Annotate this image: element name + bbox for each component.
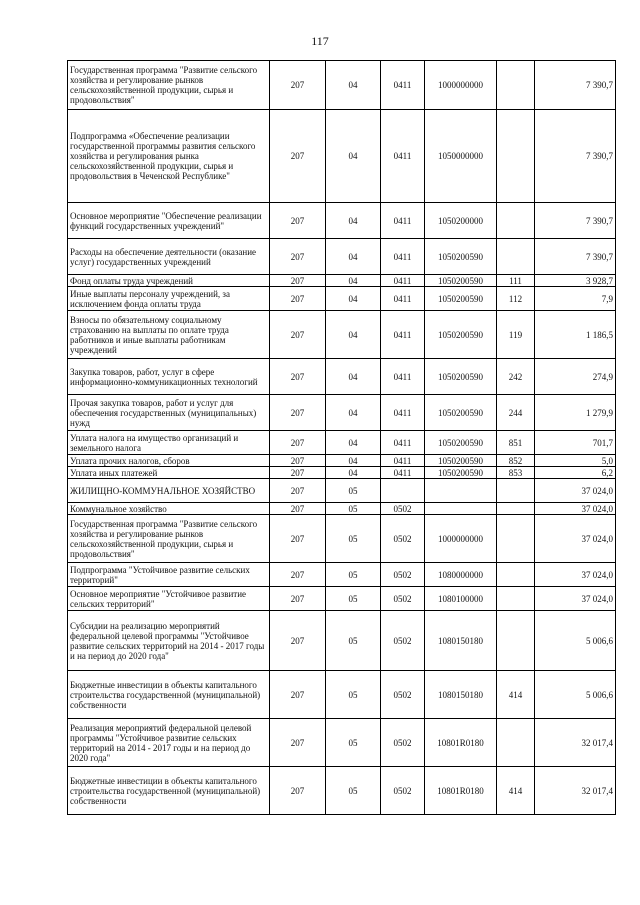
row-name-cell: ЖИЛИЩНО-КОММУНАЛЬНОЕ ХОЗЯЙСТВО bbox=[68, 479, 270, 503]
expense-type-cell: 414 bbox=[497, 671, 535, 719]
section-code-cell: 04 bbox=[326, 287, 381, 311]
table-row bbox=[68, 395, 616, 431]
row-name-cell: Фонд оплаты труда учреждений bbox=[68, 275, 270, 287]
row-name-cell: Подпрограмма «Обеспечение реализации государственной программы развития сельского хозяйства и регулирования рынка сельскохозяйственной продукции, сырья и продовольствия в Чеченской Республике" bbox=[68, 110, 270, 203]
row-name-cell: Реализация мероприятий федеральной целевой программы "Устойчивое развитие сельских территорий на 2014 - 2017 годы и на период до 2020 года" bbox=[68, 719, 270, 767]
ministry-code-cell: 207 bbox=[270, 719, 326, 767]
subsection-code-cell: 0411 bbox=[381, 275, 425, 287]
ministry-code-cell: 207 bbox=[270, 203, 326, 239]
subsection-code-cell: 0411 bbox=[381, 287, 425, 311]
subsection-code-cell: 0411 bbox=[381, 395, 425, 431]
amount-cell: 701,7 bbox=[535, 431, 616, 455]
section-code-cell: 04 bbox=[326, 311, 381, 359]
row-name-cell: Коммунальное хозяйство bbox=[68, 503, 270, 515]
row-name-cell: Расходы на обеспечение деятельности (оказание услуг) государственных учреждений bbox=[68, 239, 270, 275]
subsection-code-cell: 0502 bbox=[381, 503, 425, 515]
amount-cell: 7 390,7 bbox=[535, 203, 616, 239]
table-row bbox=[68, 611, 616, 671]
ministry-code-cell: 207 bbox=[270, 287, 326, 311]
row-name-cell: Прочая закупка товаров, работ и услуг для обеспечения государственных (муниципальных) нужд bbox=[68, 395, 270, 431]
ministry-code-cell: 207 bbox=[270, 587, 326, 611]
section-code-cell: 04 bbox=[326, 467, 381, 479]
ministry-code-cell: 207 bbox=[270, 503, 326, 515]
subsection-code-cell: 0411 bbox=[381, 455, 425, 467]
target-article-cell: 1050200000 bbox=[425, 203, 497, 239]
amount-cell: 5,0 bbox=[535, 455, 616, 467]
row-name-cell: Государственная программа "Развитие сельского хозяйства и регулирование рынков сельскохозяйственной продукции, сырья и продовольствия" bbox=[68, 61, 270, 110]
expense-type-cell: 119 bbox=[497, 311, 535, 359]
subsection-code-cell: 0502 bbox=[381, 587, 425, 611]
ministry-code-cell: 207 bbox=[270, 61, 326, 110]
table-row bbox=[68, 275, 616, 287]
amount-cell: 7 390,7 bbox=[535, 110, 616, 203]
expense-type-cell bbox=[497, 203, 535, 239]
ministry-code-cell: 207 bbox=[270, 311, 326, 359]
subsection-code-cell: 0502 bbox=[381, 671, 425, 719]
table-row bbox=[68, 719, 616, 767]
target-article-cell: 1050200590 bbox=[425, 311, 497, 359]
amount-cell: 37 024,0 bbox=[535, 515, 616, 563]
amount-cell: 7,9 bbox=[535, 287, 616, 311]
table-row bbox=[68, 431, 616, 455]
section-code-cell: 04 bbox=[326, 275, 381, 287]
expense-type-cell: 852 bbox=[497, 455, 535, 467]
subsection-code-cell bbox=[381, 479, 425, 503]
subsection-code-cell: 0411 bbox=[381, 359, 425, 395]
subsection-code-cell: 0502 bbox=[381, 767, 425, 815]
ministry-code-cell: 207 bbox=[270, 359, 326, 395]
target-article-cell bbox=[425, 503, 497, 515]
target-article-cell: 1050200590 bbox=[425, 395, 497, 431]
expense-type-cell bbox=[497, 587, 535, 611]
expense-type-cell: 244 bbox=[497, 395, 535, 431]
subsection-code-cell: 0411 bbox=[381, 467, 425, 479]
target-article-cell: 1080150180 bbox=[425, 671, 497, 719]
amount-cell: 7 390,7 bbox=[535, 61, 616, 110]
ministry-code-cell: 207 bbox=[270, 110, 326, 203]
row-name-cell: Бюджетные инвестиции в объекты капитального строительства государственной (муниципальной) собственности bbox=[68, 671, 270, 719]
subsection-code-cell: 0502 bbox=[381, 719, 425, 767]
section-code-cell: 05 bbox=[326, 479, 381, 503]
row-name-cell: Субсидии на реализацию мероприятий федеральной целевой программы "Устойчивое развитие сельских территорий на 2014 - 2017 годы и на период до 2020 года" bbox=[68, 611, 270, 671]
expense-type-cell bbox=[497, 479, 535, 503]
subsection-code-cell: 0411 bbox=[381, 239, 425, 275]
target-article-cell: 1000000000 bbox=[425, 61, 497, 110]
ministry-code-cell: 207 bbox=[270, 611, 326, 671]
expense-type-cell bbox=[497, 110, 535, 203]
ministry-code-cell: 207 bbox=[270, 467, 326, 479]
amount-cell: 37 024,0 bbox=[535, 503, 616, 515]
section-code-cell: 04 bbox=[326, 239, 381, 275]
table-row bbox=[68, 61, 616, 110]
amount-cell: 3 928,7 bbox=[535, 275, 616, 287]
target-article-cell bbox=[425, 479, 497, 503]
table-row bbox=[68, 239, 616, 275]
table-row bbox=[68, 671, 616, 719]
expense-type-cell bbox=[497, 611, 535, 671]
table-row bbox=[68, 203, 616, 239]
target-article-cell: 1050000000 bbox=[425, 110, 497, 203]
section-code-cell: 05 bbox=[326, 515, 381, 563]
budget-table bbox=[67, 60, 616, 815]
target-article-cell: 1050200590 bbox=[425, 239, 497, 275]
target-article-cell: 1050200590 bbox=[425, 431, 497, 455]
expense-type-cell: 414 bbox=[497, 767, 535, 815]
table-row bbox=[68, 563, 616, 587]
ministry-code-cell: 207 bbox=[270, 395, 326, 431]
ministry-code-cell: 207 bbox=[270, 563, 326, 587]
target-article-cell: 1080000000 bbox=[425, 563, 497, 587]
table-row bbox=[68, 455, 616, 467]
ministry-code-cell: 207 bbox=[270, 671, 326, 719]
amount-cell: 5 006,6 bbox=[535, 671, 616, 719]
subsection-code-cell: 0411 bbox=[381, 110, 425, 203]
section-code-cell: 05 bbox=[326, 587, 381, 611]
expense-type-cell: 853 bbox=[497, 467, 535, 479]
expense-type-cell bbox=[497, 239, 535, 275]
target-article-cell: 1050200590 bbox=[425, 287, 497, 311]
section-code-cell: 05 bbox=[326, 611, 381, 671]
subsection-code-cell: 0411 bbox=[381, 203, 425, 239]
amount-cell: 6,2 bbox=[535, 467, 616, 479]
row-name-cell: Уплата налога на имущество организаций и земельного налога bbox=[68, 431, 270, 455]
row-name-cell: Основное мероприятие "Обеспечение реализации функций государственных учреждений" bbox=[68, 203, 270, 239]
section-code-cell: 04 bbox=[326, 359, 381, 395]
section-code-cell: 05 bbox=[326, 671, 381, 719]
expense-type-cell bbox=[497, 563, 535, 587]
subsection-code-cell: 0411 bbox=[381, 61, 425, 110]
target-article-cell: 10801R0180 bbox=[425, 767, 497, 815]
ministry-code-cell: 207 bbox=[270, 515, 326, 563]
ministry-code-cell: 207 bbox=[270, 239, 326, 275]
ministry-code-cell: 207 bbox=[270, 479, 326, 503]
section-code-cell: 05 bbox=[326, 719, 381, 767]
ministry-code-cell: 207 bbox=[270, 767, 326, 815]
section-code-cell: 04 bbox=[326, 110, 381, 203]
amount-cell: 274,9 bbox=[535, 359, 616, 395]
ministry-code-cell: 207 bbox=[270, 455, 326, 467]
section-code-cell: 04 bbox=[326, 455, 381, 467]
row-name-cell: Подпрограмма "Устойчивое развитие сельских территорий" bbox=[68, 563, 270, 587]
section-code-cell: 04 bbox=[326, 431, 381, 455]
table-row bbox=[68, 587, 616, 611]
expense-type-cell bbox=[497, 515, 535, 563]
subsection-code-cell: 0411 bbox=[381, 431, 425, 455]
amount-cell: 5 006,6 bbox=[535, 611, 616, 671]
table-row bbox=[68, 479, 616, 503]
table-row bbox=[68, 503, 616, 515]
table-row bbox=[68, 515, 616, 563]
table-row bbox=[68, 767, 616, 815]
row-name-cell: Государственная программа "Развитие сельского хозяйства и регулирование рынков сельскохозяйственной продукции, сырья и продовольствия" bbox=[68, 515, 270, 563]
target-article-cell: 1050200590 bbox=[425, 455, 497, 467]
row-name-cell: Взносы по обязательному социальному страхованию на выплаты по оплате труда работников и иные выплаты работникам учреждений bbox=[68, 311, 270, 359]
table-row bbox=[68, 110, 616, 203]
row-name-cell: Закупка товаров, работ, услуг в сфере информационно-коммуникационных технологий bbox=[68, 359, 270, 395]
expense-type-cell: 242 bbox=[497, 359, 535, 395]
ministry-code-cell: 207 bbox=[270, 431, 326, 455]
expense-type-cell bbox=[497, 503, 535, 515]
section-code-cell: 04 bbox=[326, 61, 381, 110]
amount-cell: 1 279,9 bbox=[535, 395, 616, 431]
target-article-cell: 1050200590 bbox=[425, 275, 497, 287]
subsection-code-cell: 0411 bbox=[381, 311, 425, 359]
amount-cell: 32 017,4 bbox=[535, 767, 616, 815]
target-article-cell: 1050200590 bbox=[425, 359, 497, 395]
section-code-cell: 04 bbox=[326, 395, 381, 431]
amount-cell: 37 024,0 bbox=[535, 587, 616, 611]
section-code-cell: 05 bbox=[326, 767, 381, 815]
target-article-cell: 1080100000 bbox=[425, 587, 497, 611]
target-article-cell: 1000000000 bbox=[425, 515, 497, 563]
subsection-code-cell: 0502 bbox=[381, 563, 425, 587]
amount-cell: 37 024,0 bbox=[535, 479, 616, 503]
table-row bbox=[68, 287, 616, 311]
target-article-cell: 1080150180 bbox=[425, 611, 497, 671]
table-row bbox=[68, 359, 616, 395]
subsection-code-cell: 0502 bbox=[381, 515, 425, 563]
table-row bbox=[68, 311, 616, 359]
row-name-cell: Иные выплаты персоналу учреждений, за исключением фонда оплаты труда bbox=[68, 287, 270, 311]
amount-cell: 1 186,5 bbox=[535, 311, 616, 359]
subsection-code-cell: 0502 bbox=[381, 611, 425, 671]
page-number: 117 bbox=[311, 34, 329, 48]
table-row bbox=[68, 467, 616, 479]
expense-type-cell: 111 bbox=[497, 275, 535, 287]
amount-cell: 37 024,0 bbox=[535, 563, 616, 587]
expense-type-cell bbox=[497, 61, 535, 110]
expense-type-cell: 851 bbox=[497, 431, 535, 455]
amount-cell: 32 017,4 bbox=[535, 719, 616, 767]
amount-cell: 7 390,7 bbox=[535, 239, 616, 275]
section-code-cell: 05 bbox=[326, 563, 381, 587]
target-article-cell: 10801R0180 bbox=[425, 719, 497, 767]
row-name-cell: Бюджетные инвестиции в объекты капитального строительства государственной (муниципальной) собственности bbox=[68, 767, 270, 815]
row-name-cell: Основное мероприятие "Устойчивое развитие сельских территорий" bbox=[68, 587, 270, 611]
target-article-cell: 1050200590 bbox=[425, 467, 497, 479]
row-name-cell: Уплата иных платежей bbox=[68, 467, 270, 479]
row-name-cell: Уплата прочих налогов, сборов bbox=[68, 455, 270, 467]
section-code-cell: 05 bbox=[326, 503, 381, 515]
ministry-code-cell: 207 bbox=[270, 275, 326, 287]
expense-type-cell bbox=[497, 719, 535, 767]
expense-type-cell: 112 bbox=[497, 287, 535, 311]
section-code-cell: 04 bbox=[326, 203, 381, 239]
